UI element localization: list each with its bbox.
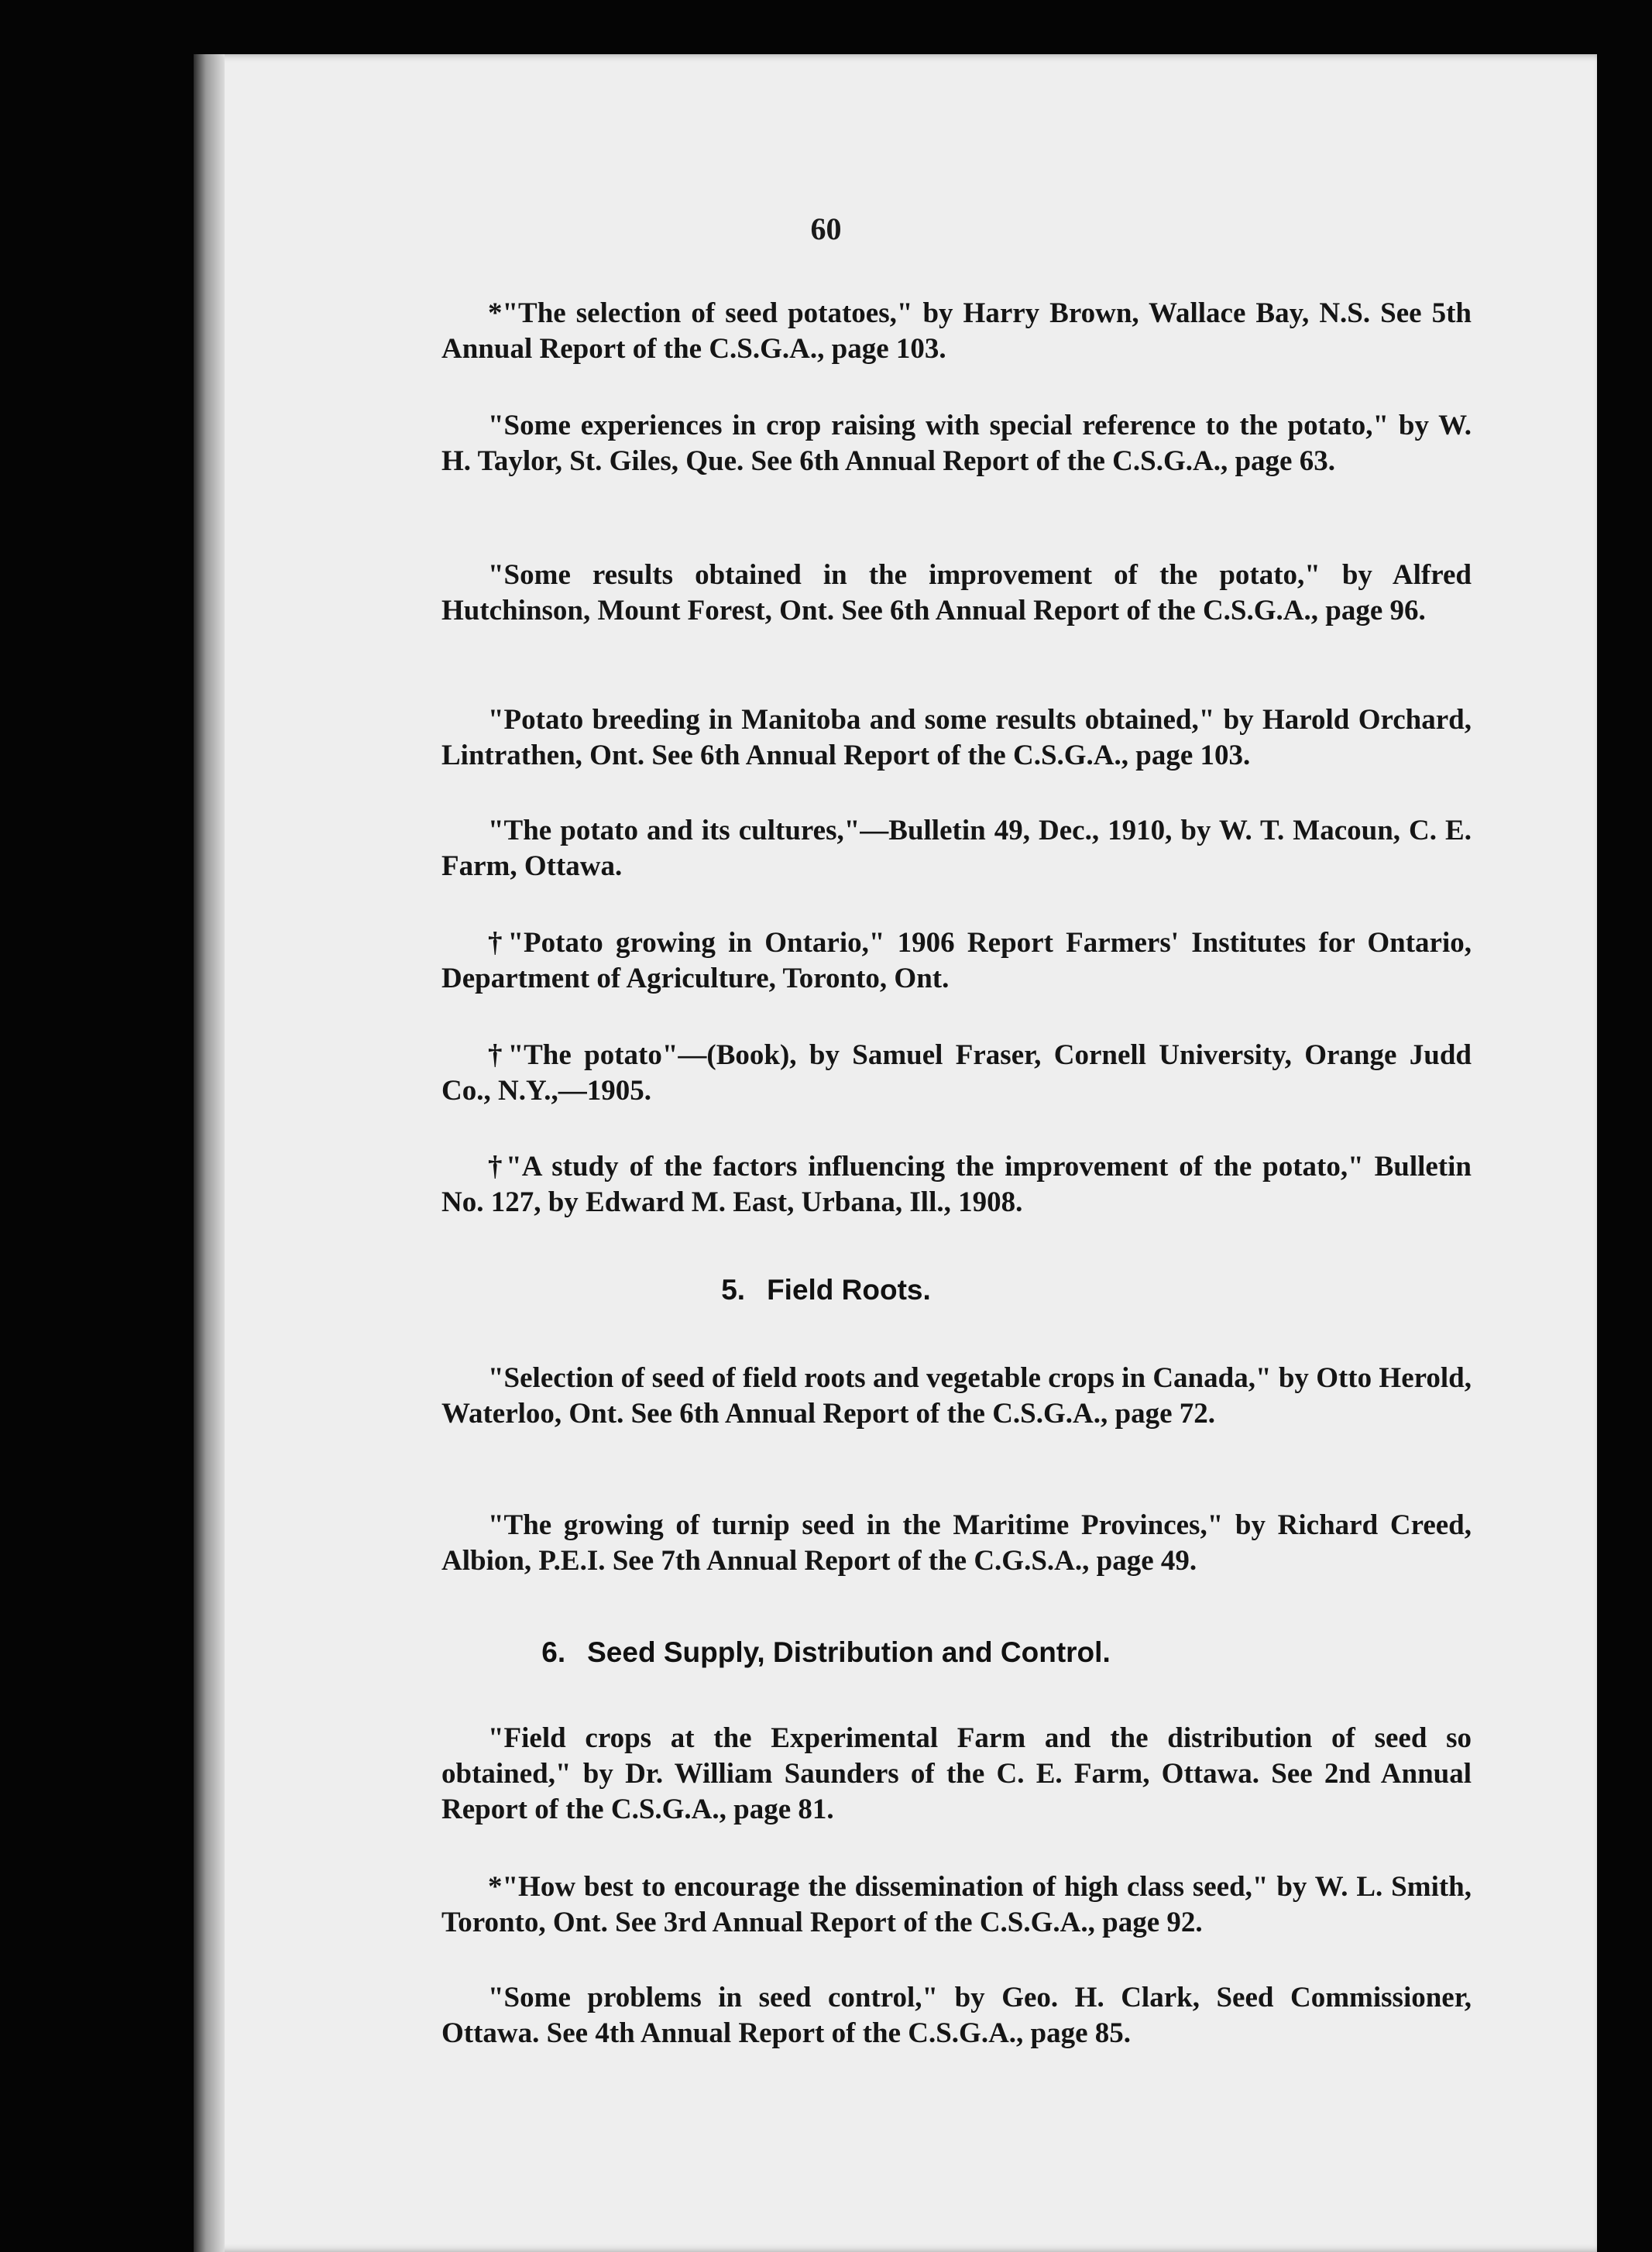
reference-entry: "Selection of seed of field roots and vegetable crops in Canada," by Otto Herold, Waterloo, Ont. See 6th Annual Report of the C.S.G.A., page 72.: [441, 1362, 1472, 1430]
section-number: 5.: [721, 1274, 746, 1306]
reference-entry: "The potato and its cultures,"—Bulletin 49, Dec., 1910, by W. T. Macoun, C. E. Farm, Ottawa.: [441, 815, 1472, 882]
section-heading-field-roots: [0, 1274, 1652, 1306]
section-title: Seed Supply, Distribution and Control.: [587, 1636, 1111, 1668]
reference-entry: †"The potato"—(Book), by Samuel Fraser, Cornell University, Orange Judd Co., N.Y.,—1905.: [441, 1039, 1472, 1107]
reference-entry: "Some problems in seed control," by Geo. H. Clark, Seed Commissioner, Ottawa. See 4th Annual Report of the C.S.G.A., page 85.: [441, 1982, 1472, 2049]
page-binding-edge: [194, 54, 225, 2252]
page-number: 60: [810, 211, 842, 246]
reference-entry: "Field crops at the Experimental Farm and the distribution of seed so obtained," by Dr. William Saunders of the C. E. Farm, Ottawa. See 2nd Annual Report of the C.S.G.A., page 81.: [441, 1722, 1472, 1825]
section-title: Field Roots.: [767, 1274, 931, 1306]
reference-entry: "The growing of turnip seed in the Maritime Provinces," by Richard Creed, Albion, P.E.I. See 7th Annual Report of the C.G.S.A., page 49.: [441, 1509, 1472, 1577]
reference-entry: "Some results obtained in the improvement of the potato," by Alfred Hutchinson, Mount Forest, Ont. See 6th Annual Report of the C.S.G.A., page 96.: [441, 559, 1472, 627]
reference-entry: †"Potato growing in Ontario," 1906 Report Farmers' Institutes for Ontario, Department of Agriculture, Toronto, Ont.: [441, 927, 1472, 994]
reference-entry: *"The selection of seed potatoes," by Harry Brown, Wallace Bay, N.S. See 5th Annual Report of the C.S.G.A., page 103.: [441, 297, 1472, 365]
section-number: 6.: [541, 1636, 566, 1668]
reference-entry: *"How best to encourage the dissemination of high class seed," by W. L. Smith, Toronto, Ont. See 3rd Annual Report of the C.S.G.A., page 92.: [441, 1871, 1472, 1938]
section-heading-seed-supply: [0, 1636, 1652, 1669]
reference-entry: †"A study of the factors influencing the improvement of the potato," Bulletin No. 127, by Edward M. East, Urbana, Ill., 1908.: [441, 1151, 1472, 1218]
reference-entry: "Some experiences in crop raising with special reference to the potato," by W. H. Taylor, St. Giles, Que. See 6th Annual Report of the C.S.G.A., page 63.: [441, 410, 1472, 477]
reference-entry: "Potato breeding in Manitoba and some results obtained," by Harold Orchard, Lintrathen, Ont. See 6th Annual Report of the C.S.G.A., page 103.: [441, 704, 1472, 771]
